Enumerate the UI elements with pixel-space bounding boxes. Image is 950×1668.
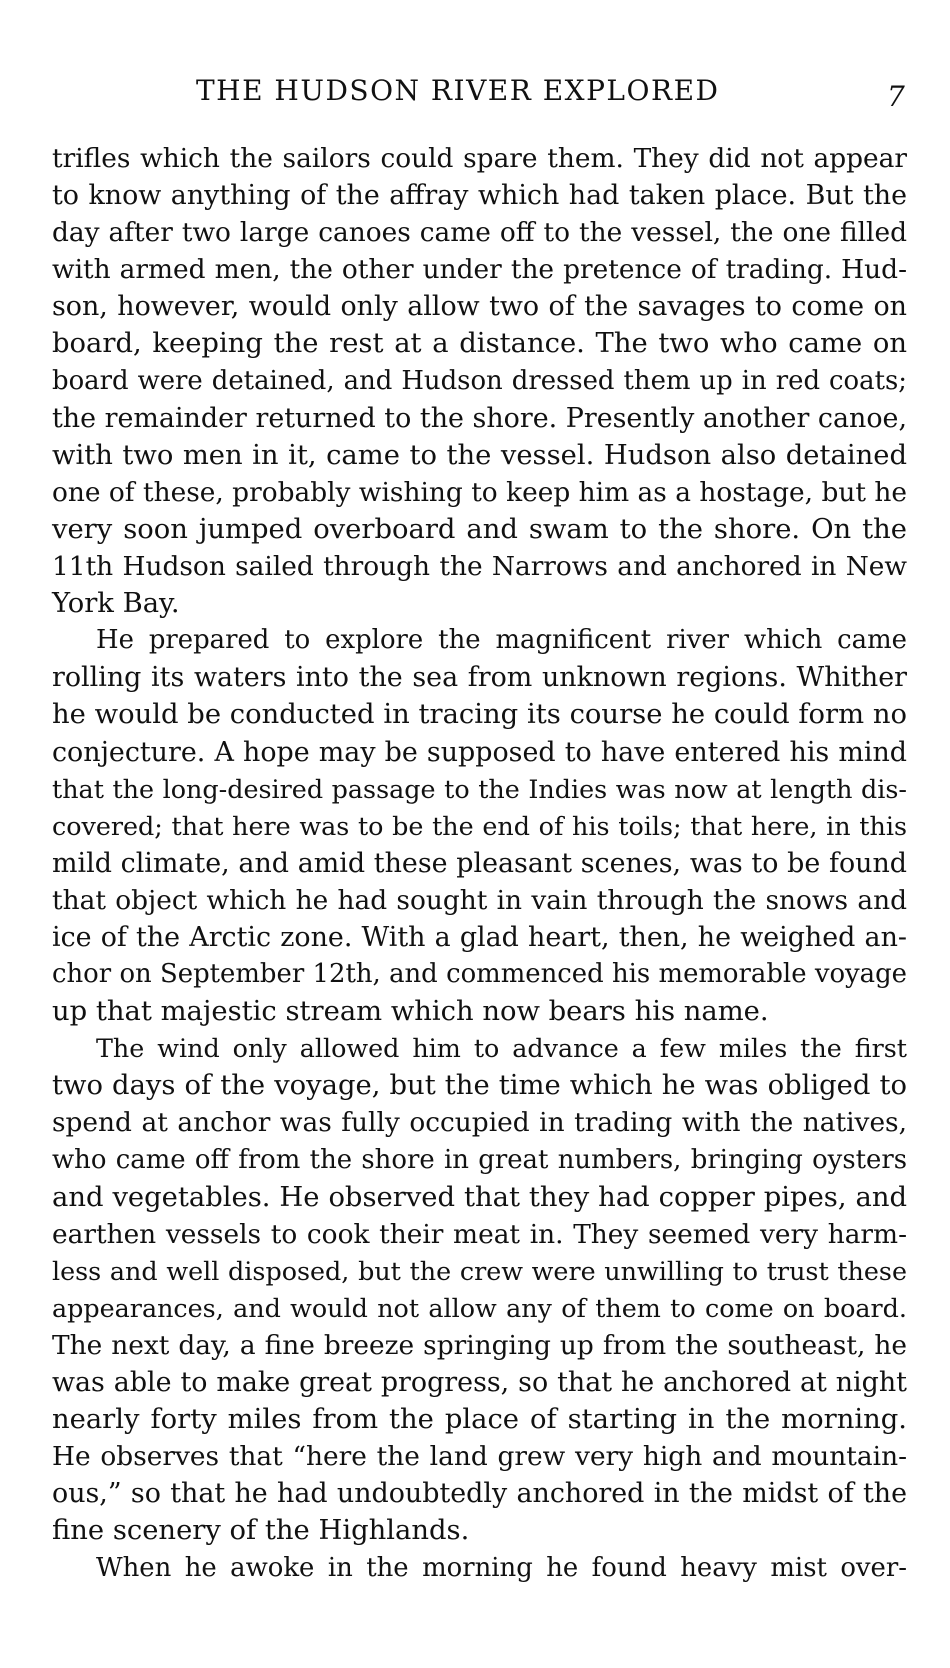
text-line: with armed men, the other under the pretence of trading. Hud- bbox=[52, 254, 907, 286]
text-line: He observes that “here the land grew very high and mountain- bbox=[52, 1441, 907, 1473]
text-line: he would be conducted in tracing its course he could form no bbox=[52, 699, 907, 731]
text-line: nearly forty miles from the place of starting in the morning. bbox=[52, 1404, 907, 1436]
text-line: appearances, and would not allow any of them to come on board. bbox=[52, 1292, 907, 1323]
text-line: ice of the Arctic zone. With a glad heart, then, he weighed an- bbox=[52, 921, 907, 953]
text-line: with two men in it, came to the vessel. Hudson also detained bbox=[52, 439, 907, 471]
text-line: was able to make great progress, so that he anchored at night bbox=[52, 1367, 907, 1399]
text-line: to know anything of the affray which had taken place. But the bbox=[52, 180, 907, 212]
text-line: son, however, would only allow two of the savages to come on bbox=[52, 291, 907, 323]
text-line: less and well disposed, but the crew were unwilling to trust these bbox=[52, 1255, 907, 1286]
text-line: mild climate, and amid these pleasant scenes, was to be found bbox=[52, 847, 907, 879]
text-line: up that majestic stream which now bears his name. bbox=[52, 996, 769, 1028]
text-line: conjecture. A hope may be supposed to have entered his mind bbox=[52, 736, 907, 768]
text-line: day after two large canoes came off to the vessel, the one filled bbox=[52, 217, 907, 249]
text-line: board were detained, and Hudson dressed them up in red coats; bbox=[52, 365, 907, 396]
text-line: who came off from the shore in great numbers, bringing oysters bbox=[52, 1144, 907, 1175]
text-line: ous,” so that he had undoubtedly anchored in the midst of the bbox=[52, 1478, 907, 1510]
text-line: board, keeping the rest at a distance. The two who came on bbox=[52, 328, 907, 360]
text-line: covered; that here was to be the end of his toils; that here, in this bbox=[52, 810, 907, 841]
text-line: spend at anchor was fully occupied in trading with the natives, bbox=[52, 1107, 907, 1139]
text-line: The next day, a fine breeze springing up from the southeast, he bbox=[52, 1330, 907, 1361]
text-line: earthen vessels to cook their meat in. They seemed very harm- bbox=[52, 1218, 907, 1250]
text-line: rolling its waters into the sea from unknown regions. Whither bbox=[52, 662, 907, 694]
text-line: one of these, probably wishing to keep him as a hostage, but he bbox=[52, 476, 907, 508]
text-line: The wind only allowed him to advance a few miles the first bbox=[96, 1033, 907, 1064]
text-line: two days of the voyage, but the time which he was obliged to bbox=[52, 1070, 907, 1102]
text-line: York Bay. bbox=[52, 588, 180, 620]
text-line: that object which he had sought in vain through the snows and bbox=[52, 884, 907, 916]
text-line: 11th Hudson sailed through the Narrows and anchored in New bbox=[52, 551, 907, 583]
text-line: fine scenery of the Highlands. bbox=[52, 1515, 470, 1547]
text-line: and vegetables. He observed that they had copper pipes, and bbox=[52, 1181, 907, 1213]
text-line: When he awoke in the morning he found heavy mist over- bbox=[96, 1552, 907, 1583]
text-line: the remainder returned to the shore. Presently another canoe, bbox=[52, 402, 907, 434]
text-line: that the long-desired passage to the Indies was now at length dis- bbox=[52, 773, 907, 804]
page-number: 7 bbox=[887, 80, 905, 113]
text-line: chor on September 12th, and commenced his memorable voyage bbox=[52, 959, 907, 990]
text-line: He prepared to explore the magnificent river which came bbox=[96, 625, 907, 656]
text-line: very soon jumped overboard and swam to the shore. On the bbox=[52, 513, 907, 545]
page-header bbox=[0, 74, 950, 114]
body-text bbox=[52, 140, 907, 1587]
running-title: THE HUDSON RIVER EXPLORED bbox=[196, 74, 720, 107]
text-line: trifles which the sailors could spare them. They did not appear bbox=[52, 143, 907, 174]
